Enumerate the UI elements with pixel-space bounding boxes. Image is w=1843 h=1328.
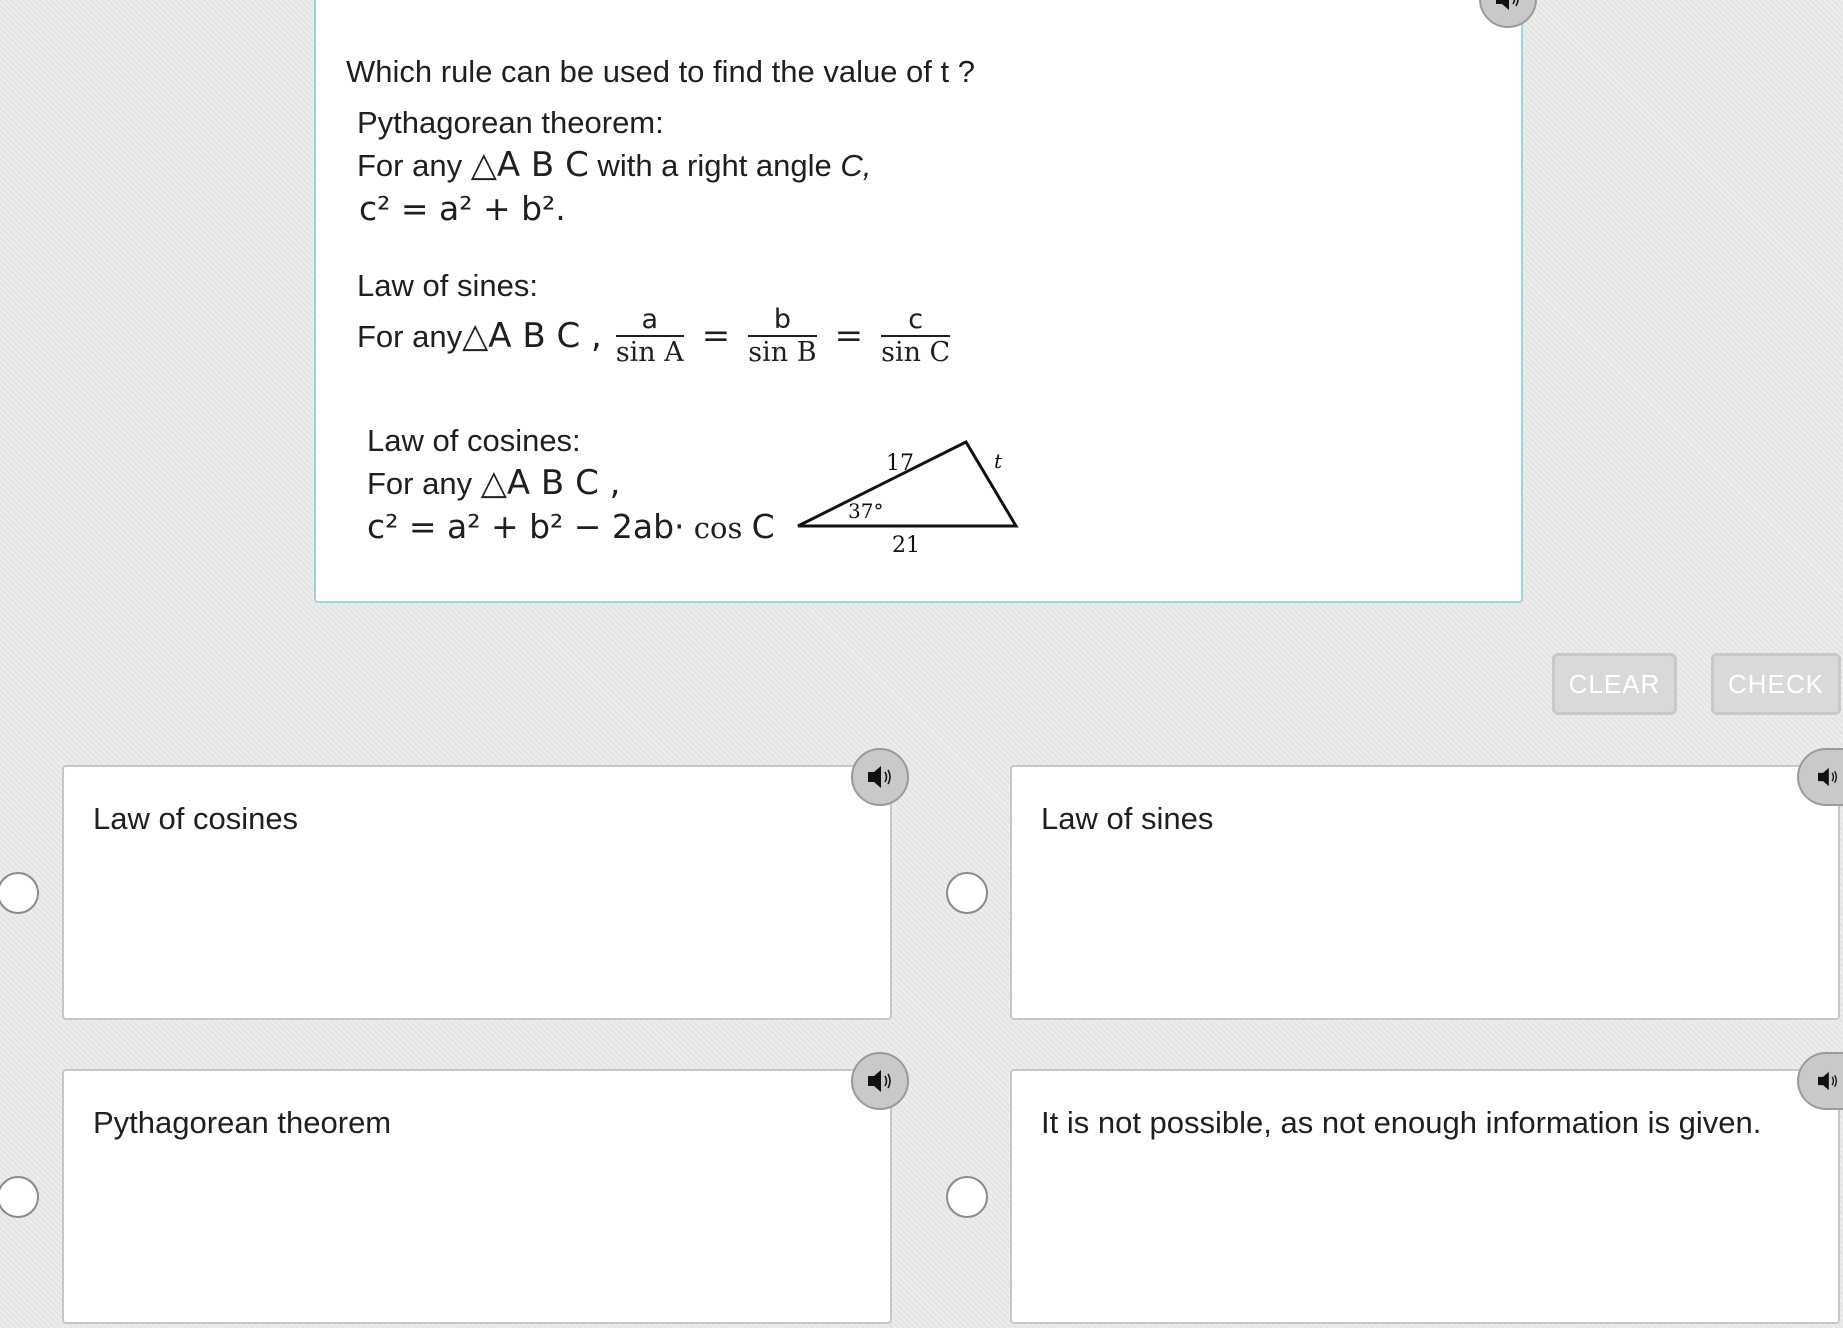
fraction-c-numerator: c [881, 306, 950, 337]
option-card-pythagorean-theorem[interactable] [62, 1069, 892, 1324]
fraction-c-over-sin-c [881, 306, 950, 366]
pythagorean-suffix: with a right angle [588, 148, 841, 183]
fraction-b-denominator: sin B [748, 337, 817, 368]
fraction-b-numerator: b [748, 306, 816, 337]
fraction-a-denominator: sin A [615, 337, 684, 368]
speaker-icon [862, 1063, 898, 1099]
radio-law-of-sines[interactable] [946, 872, 988, 914]
speaker-icon [862, 759, 898, 795]
option-label: Pythagorean theorem [93, 1105, 392, 1140]
triangle-figure [786, 426, 1056, 561]
radio-not-possible[interactable] [946, 1176, 988, 1218]
option-label: Law of cosines [93, 801, 299, 836]
pythagorean-statement [357, 145, 872, 185]
option-3-audio-button[interactable] [851, 1052, 909, 1110]
question-prompt: Which rule can be used to find the value of t ? [346, 54, 975, 89]
sines-equals-2: = [834, 316, 864, 356]
pythagorean-triangle: △A B C [470, 145, 589, 185]
angle-37-label: 37° [848, 499, 884, 523]
sines-title: Law of sines: [357, 268, 538, 303]
fraction-a-numerator: a [616, 306, 684, 337]
pythagorean-title: Pythagorean theorem: [357, 105, 664, 140]
cosines-title: Law of cosines: [367, 423, 581, 458]
question-card [314, 0, 1523, 603]
fraction-c-denominator: sin C [881, 337, 951, 368]
speaker-icon [1813, 759, 1843, 795]
clear-button[interactable]: CLEAR [1552, 653, 1677, 715]
cosines-triangle: △A B C , [480, 463, 621, 503]
side-17-label: 17 [886, 451, 914, 476]
cosines-formula-main: c² = a² + b² − 2ab· [367, 507, 685, 546]
check-button[interactable]: CHECK [1711, 653, 1841, 715]
side-21-label: 21 [892, 533, 920, 558]
option-card-not-possible[interactable] [1010, 1069, 1840, 1324]
pythagorean-prefix: For any [357, 148, 471, 183]
cosines-prefix: For any [367, 466, 481, 501]
pythagorean-formula: c² = a² + b². [359, 189, 566, 228]
speaker-icon [1813, 1063, 1843, 1099]
question-audio-button[interactable] [1479, 0, 1537, 28]
radio-pythagorean-theorem[interactable] [0, 1176, 39, 1218]
sines-statement [357, 306, 954, 366]
sines-triangle: △A B C , [462, 316, 602, 356]
pythagorean-angle: C, [840, 148, 872, 183]
sines-prefix: For any [357, 318, 463, 354]
fraction-a-over-sin-a [616, 306, 684, 366]
option-1-audio-button[interactable] [851, 748, 909, 806]
option-label: Law of sines [1041, 801, 1214, 836]
fraction-b-over-sin-b [748, 306, 816, 366]
speaker-icon [1490, 0, 1526, 17]
option-card-law-of-sines[interactable] [1010, 765, 1840, 1020]
radio-law-of-cosines[interactable] [0, 872, 39, 914]
cosines-formula [367, 507, 775, 546]
cosines-formula-cos: cos [684, 511, 752, 545]
sines-equals-1: = [701, 316, 731, 356]
option-label: It is not possible, as not enough information is given. [1041, 1105, 1762, 1140]
cosines-formula-c: C [751, 507, 775, 546]
option-card-law-of-cosines[interactable] [62, 765, 892, 1020]
side-t-label: t [994, 449, 1003, 473]
cosines-statement [367, 463, 621, 503]
